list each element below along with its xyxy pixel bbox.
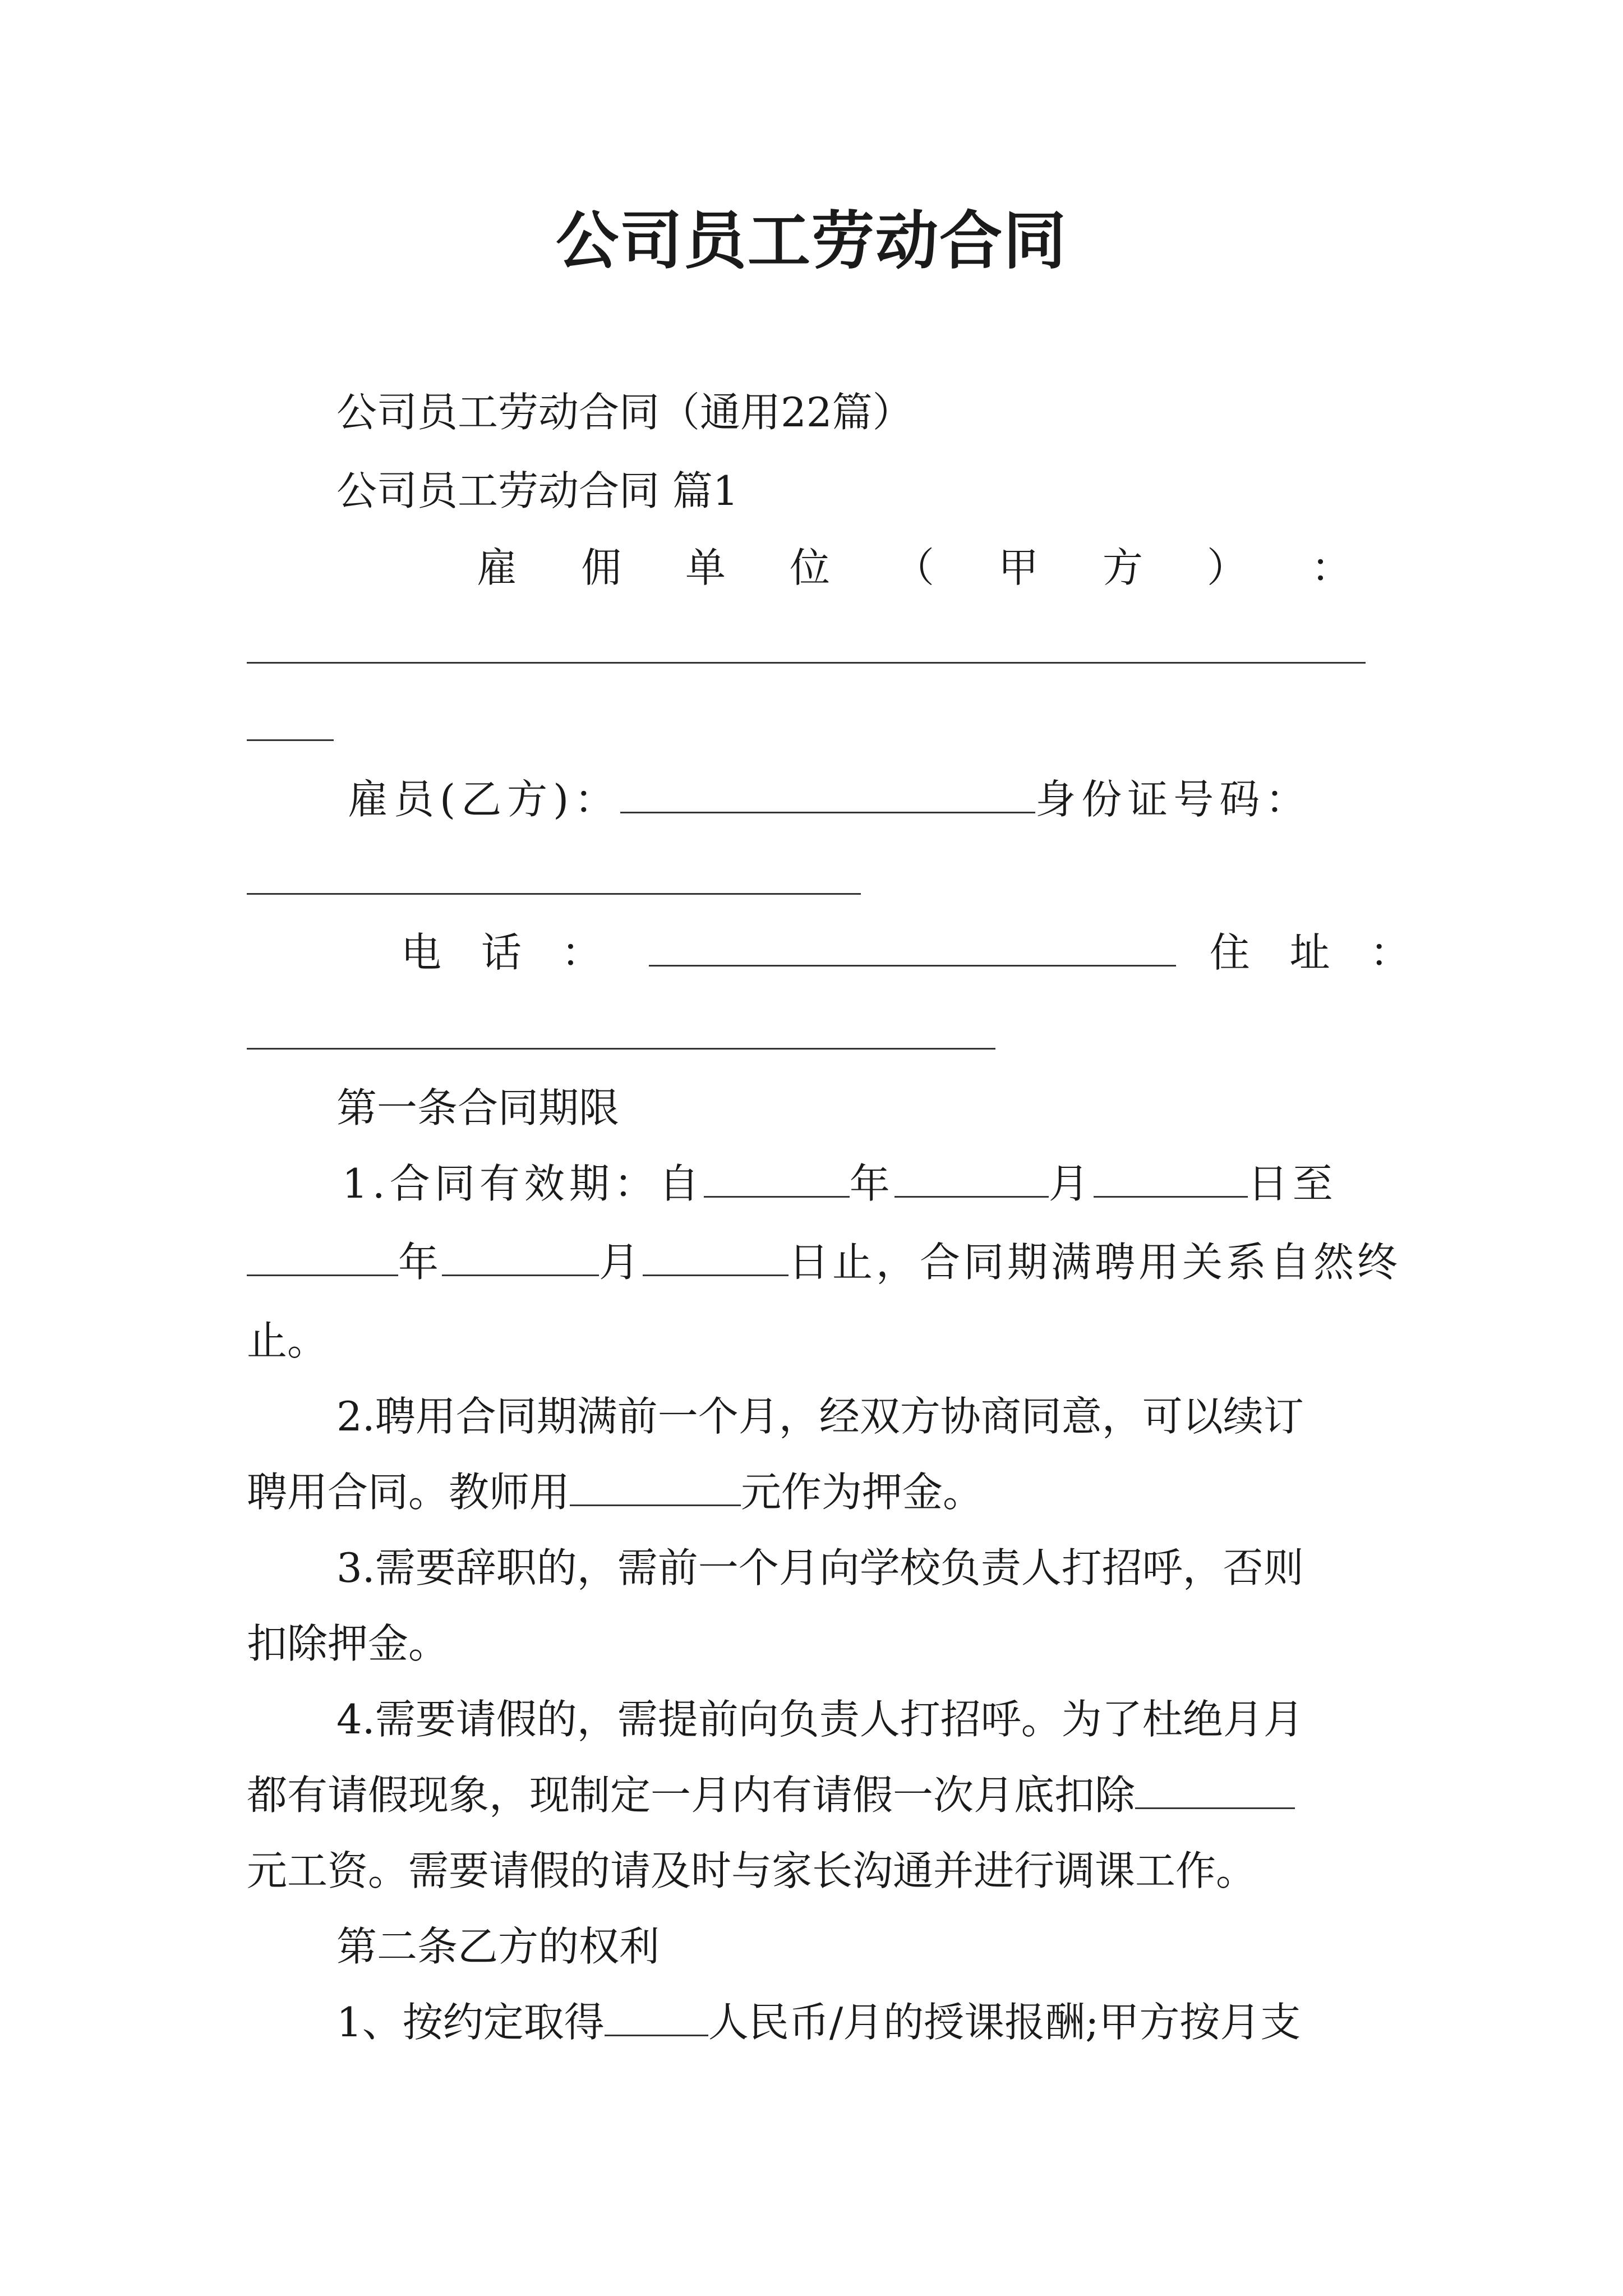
id-number-blank xyxy=(247,893,861,895)
section-1-heading: 第一条合同期限 xyxy=(336,1084,620,1131)
clause-1-1-line-3: 止。 xyxy=(247,1317,328,1364)
blank-salary xyxy=(605,1995,708,2036)
blank-start-year xyxy=(704,1157,850,1198)
clause-1-4-line-3: 元工资。需要请假的请及时与家长沟通并进行调课工作。 xyxy=(247,1847,1257,1894)
phone-line xyxy=(401,924,1424,981)
blank-leave-deduction xyxy=(1135,1768,1295,1809)
employer-char: ： xyxy=(1311,544,1352,591)
document-title: 公司员工劳动合同 xyxy=(556,204,1067,278)
blank-start-day xyxy=(1094,1157,1248,1198)
address-label: 住 址 ： xyxy=(1209,929,1424,976)
employer-char: 方 xyxy=(1102,544,1143,591)
clause-text: 日止，合同期满聘用关系自然终 xyxy=(789,1239,1401,1286)
blank-deposit xyxy=(570,1465,741,1506)
employer-char: （ xyxy=(893,544,934,591)
employer-label xyxy=(477,540,1352,596)
document-subtitle: 公司员工劳动合同（通用22篇） xyxy=(336,389,913,436)
clause-1-2-line-2 xyxy=(247,1464,1385,1520)
clause-1-3-line-2: 扣除押金。 xyxy=(247,1620,449,1667)
employer-blank-line xyxy=(247,662,1366,664)
phone-label: 电 话 ： xyxy=(401,929,615,976)
clause-1-1-line-2 xyxy=(247,1234,1401,1290)
clause-2-1-line-1 xyxy=(336,1994,1385,2050)
phone-blank xyxy=(649,926,1176,967)
employee-line xyxy=(348,771,1385,827)
employer-char: ） xyxy=(1206,544,1247,591)
clause-text: 元作为押金。 xyxy=(741,1469,984,1516)
address-blank xyxy=(247,1048,995,1050)
clause-text: 1、按约定取得 xyxy=(336,1999,605,2046)
employer-char: 单 xyxy=(685,544,726,591)
clause-text: 年 xyxy=(849,1160,895,1207)
clause-text: 年 xyxy=(398,1239,442,1286)
clause-text: 聘用合同。教师用 xyxy=(247,1469,570,1516)
employer-char: 佣 xyxy=(580,544,621,591)
blank-start-month xyxy=(895,1157,1049,1198)
clause-text: 都有请假现象，现制定一月内有请假一次月底扣除 xyxy=(247,1772,1136,1819)
blank-end-year xyxy=(247,1235,398,1276)
employer-blank-line-cont xyxy=(247,739,334,741)
clause-text: 日至 xyxy=(1247,1160,1338,1207)
id-number-label: 身份证号码： xyxy=(1035,776,1312,823)
employer-char: 甲 xyxy=(998,544,1039,591)
clause-1-2-line-1: 2.聘用合同期满前一个月，经双方协商同意，可以续订 xyxy=(336,1393,1304,1440)
employer-char: 位 xyxy=(789,544,830,591)
clause-1-4-line-1: 4.需要请假的，需提前向负责人打招呼。为了杜绝月月 xyxy=(336,1696,1304,1743)
part-heading: 公司员工劳动合同 篇1 xyxy=(336,467,739,514)
employee-blank xyxy=(620,772,1035,813)
clause-text: 月 xyxy=(1048,1160,1094,1207)
employee-label: 雇员(乙方)： xyxy=(348,776,621,823)
blank-end-month xyxy=(442,1235,599,1276)
employer-char: 雇 xyxy=(477,544,518,591)
clause-1-4-line-2 xyxy=(247,1767,1385,1823)
blank-end-day xyxy=(643,1235,789,1276)
section-2-heading: 第二条乙方的权利 xyxy=(336,1923,660,1970)
clause-text: 人民币/月的授课报酬;甲方按月支 xyxy=(708,1999,1301,2046)
clause-1-3-line-1: 3.需要辞职的，需前一个月向学校负责人打招呼，否则 xyxy=(336,1544,1304,1591)
clause-text: 1.合同有效期：自 xyxy=(342,1160,704,1207)
clause-1-1-line-1 xyxy=(342,1156,1388,1212)
clause-text: 月 xyxy=(599,1239,643,1286)
